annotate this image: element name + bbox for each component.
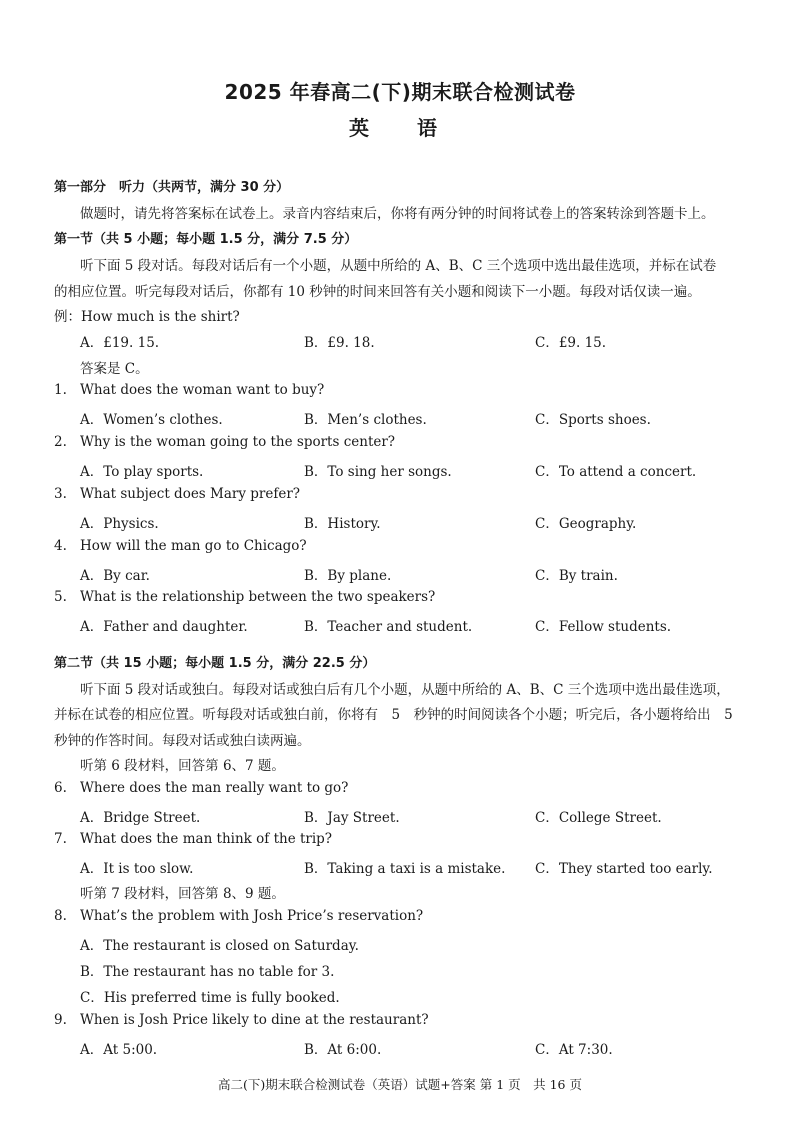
option-b: B．Teacher and student.: [304, 619, 473, 635]
option-c: C．Fellow students.: [535, 619, 672, 635]
question-text: Why is the woman going to the sports center?: [80, 434, 396, 450]
option-c: C．At 7:30.: [535, 1042, 613, 1058]
option-c: C．By train.: [535, 568, 618, 584]
section2-instructions-1: 听下面 5 段对话或独白。每段对话或独白后有几个小题，从题中所给的 A、B、C 三个选项中选出最佳选项，: [80, 682, 730, 698]
example-option-c: C．£9. 15.: [535, 335, 607, 351]
part1-heading: 第一部分 听力（共两节，满分 30 分）: [54, 180, 290, 195]
option-a: A．Father and daughter.: [80, 619, 248, 635]
option-a: A．The restaurant is closed on Saturday.: [80, 938, 359, 954]
section2-instructions-2: 并标在试卷的相应位置。听每段对话或独白前，你将有 5 秒钟的时间阅读各个小题；听完后，各小题将给出 5: [54, 707, 733, 723]
section1-heading: 第一节（共 5 小题；每小题 1.5 分，满分 7.5 分）: [54, 232, 358, 247]
question-number: 3.: [54, 486, 67, 502]
question-number: 9.: [54, 1012, 67, 1028]
example-answer: 答案是 C。: [80, 361, 149, 377]
option-b: B．Taking a taxi is a mistake.: [304, 861, 506, 877]
section2-heading: 第二节（共 15 小题；每小题 1.5 分，满分 22.5 分）: [54, 656, 376, 671]
subject-title: 英 语: [349, 116, 451, 140]
option-b: B．The restaurant has no table for 3.: [80, 964, 335, 980]
material-note-6: 听第 6 段材料，回答第 6、7 题。: [80, 758, 285, 774]
question-text: What subject does Mary prefer?: [80, 486, 301, 502]
option-a: A．Physics.: [80, 516, 159, 532]
option-a: A．To play sports.: [80, 464, 204, 480]
option-b: B．History.: [304, 516, 381, 532]
question-number: 2.: [54, 434, 67, 450]
question-number: 7.: [54, 831, 67, 847]
question-number: 1.: [54, 382, 67, 398]
option-b: B．Jay Street.: [304, 810, 400, 826]
option-a: A．At 5:00.: [80, 1042, 158, 1058]
option-b: B．At 6:00.: [304, 1042, 382, 1058]
material-note-7: 听第 7 段材料，回答第 8、9 题。: [80, 886, 285, 902]
example-question: 例：How much is the shirt?: [54, 309, 240, 325]
question-number: 8.: [54, 908, 67, 924]
section1-instructions-1: 听下面 5 段对话。每段对话后有一个小题，从题中所给的 A、B、C 三个选项中选出最佳选项，并标在试卷: [80, 258, 717, 274]
example-option-b: B．£9. 18.: [304, 335, 375, 351]
question-number: 5.: [54, 589, 67, 605]
question-text: When is Josh Price likely to dine at the restaurant?: [80, 1012, 429, 1028]
option-c: C．His preferred time is fully booked.: [80, 990, 340, 1006]
part1-instructions: 做题时，请先将答案标在试卷上。录音内容结束后，你将有两分钟的时间将试卷上的答案转涂到答题卡上。: [80, 206, 715, 222]
option-b: B．To sing her songs.: [304, 464, 452, 480]
option-c: C．College Street.: [535, 810, 662, 826]
section1-instructions-2: 的相应位置。听完每段对话后，你都有 10 秒钟的时间来回答有关小题和阅读下一小题。每段对话仅读一遍。: [54, 284, 701, 300]
option-c: C．To attend a concert.: [535, 464, 697, 480]
option-a: A．Bridge Street.: [80, 810, 201, 826]
question-number: 4.: [54, 538, 67, 554]
question-text: What is the relationship between the two speakers?: [80, 589, 436, 605]
option-a: A．By car.: [80, 568, 150, 584]
page-title: 2025 年春高二(下)期末联合检测试卷: [224, 80, 576, 104]
option-c: C．Sports shoes.: [535, 412, 651, 428]
option-b: B．By plane.: [304, 568, 392, 584]
question-text: Where does the man really want to go?: [80, 780, 349, 796]
section2-instructions-3: 秒钟的作答时间。每段对话或独白读两遍。: [54, 733, 311, 749]
option-b: B．Men’s clothes.: [304, 412, 427, 428]
question-text: What does the man think of the trip?: [80, 831, 333, 847]
option-a: A．Women’s clothes.: [80, 412, 223, 428]
example-option-a: A．£19. 15.: [80, 335, 160, 351]
option-a: A．It is too slow.: [80, 861, 194, 877]
option-c: C．Geography.: [535, 516, 637, 532]
page-footer: 高二(下)期末联合检测试卷（英语）试题+答案 第 1 页 共 16 页: [218, 1077, 582, 1092]
question-text: How will the man go to Chicago?: [80, 538, 307, 554]
question-text: What’s the problem with Josh Price’s reservation?: [80, 908, 424, 924]
question-number: 6.: [54, 780, 67, 796]
option-c: C．They started too early.: [535, 861, 713, 877]
question-text: What does the woman want to buy?: [80, 382, 325, 398]
